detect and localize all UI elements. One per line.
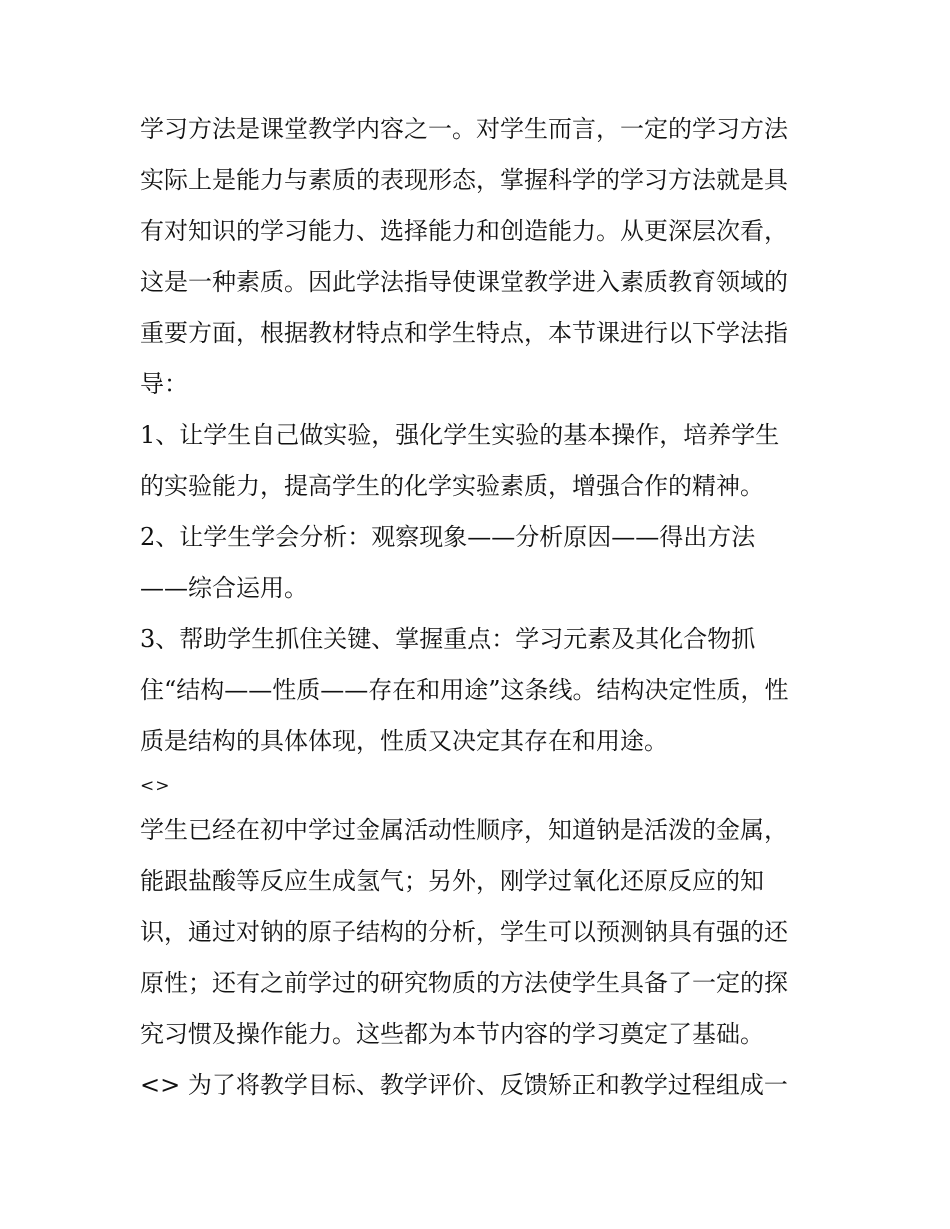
document-body: [140, 104, 830, 1111]
text-line: 原性；还有之前学过的研究物质的方法使学生具备了一定的探: [140, 969, 788, 997]
text-line: 重要方面，根据教材特点和学生特点，本节课进行以下学法指: [140, 319, 788, 347]
text-line: 究习惯及操作能力。这些都为本节内容的学习奠定了基础。: [140, 1020, 764, 1048]
text-line: 实际上是能力与素质的表现形态，掌握科学的学习方法就是具: [140, 166, 788, 194]
text-line: 住“结构——性质——存在和用途”这条线。结构决定性质，性: [140, 676, 789, 704]
text-line: <> 为了将教学目标、教学评价、反馈矫正和教学过程组成一: [140, 1071, 788, 1099]
text-line: 识，通过对钠的原子结构的分析，学生可以预测钠具有强的还: [140, 918, 788, 946]
text-line: 这是一种素质。因此学法指导使课堂教学进入素质教育领域的: [140, 268, 788, 296]
text-line: 学生已经在初中学过金属活动性顺序，知道钠是活泼的金属，: [140, 816, 788, 844]
text-line: 学习方法是课堂教学内容之一。对学生而言，一定的学习方法: [140, 115, 788, 143]
text-line: 1、让学生自己做实验，强化学生实验的基本操作，培养学生: [140, 421, 780, 449]
text-line: 质是结构的具体体现，性质又决定其存在和用途。: [140, 727, 668, 755]
text-line: 能跟盐酸等反应生成氢气；另外，刚学过氧化还原反应的知: [140, 867, 764, 895]
text-line: 的实验能力，提高学生的化学实验素质，增强合作的精神。: [140, 472, 764, 500]
text-line: 2、让学生学会分析：观察现象——分析原因——得出方法: [140, 523, 756, 551]
text-line: 导：: [140, 370, 188, 398]
text-line: ——综合运用。: [140, 574, 308, 602]
section-marker: <>: [140, 776, 171, 796]
text-line: 3、帮助学生抓住关键、掌握重点：学习元素及其化合物抓: [140, 625, 756, 653]
text-line: 有对知识的学习能力、选择能力和创造能力。从更深层次看，: [140, 217, 788, 245]
